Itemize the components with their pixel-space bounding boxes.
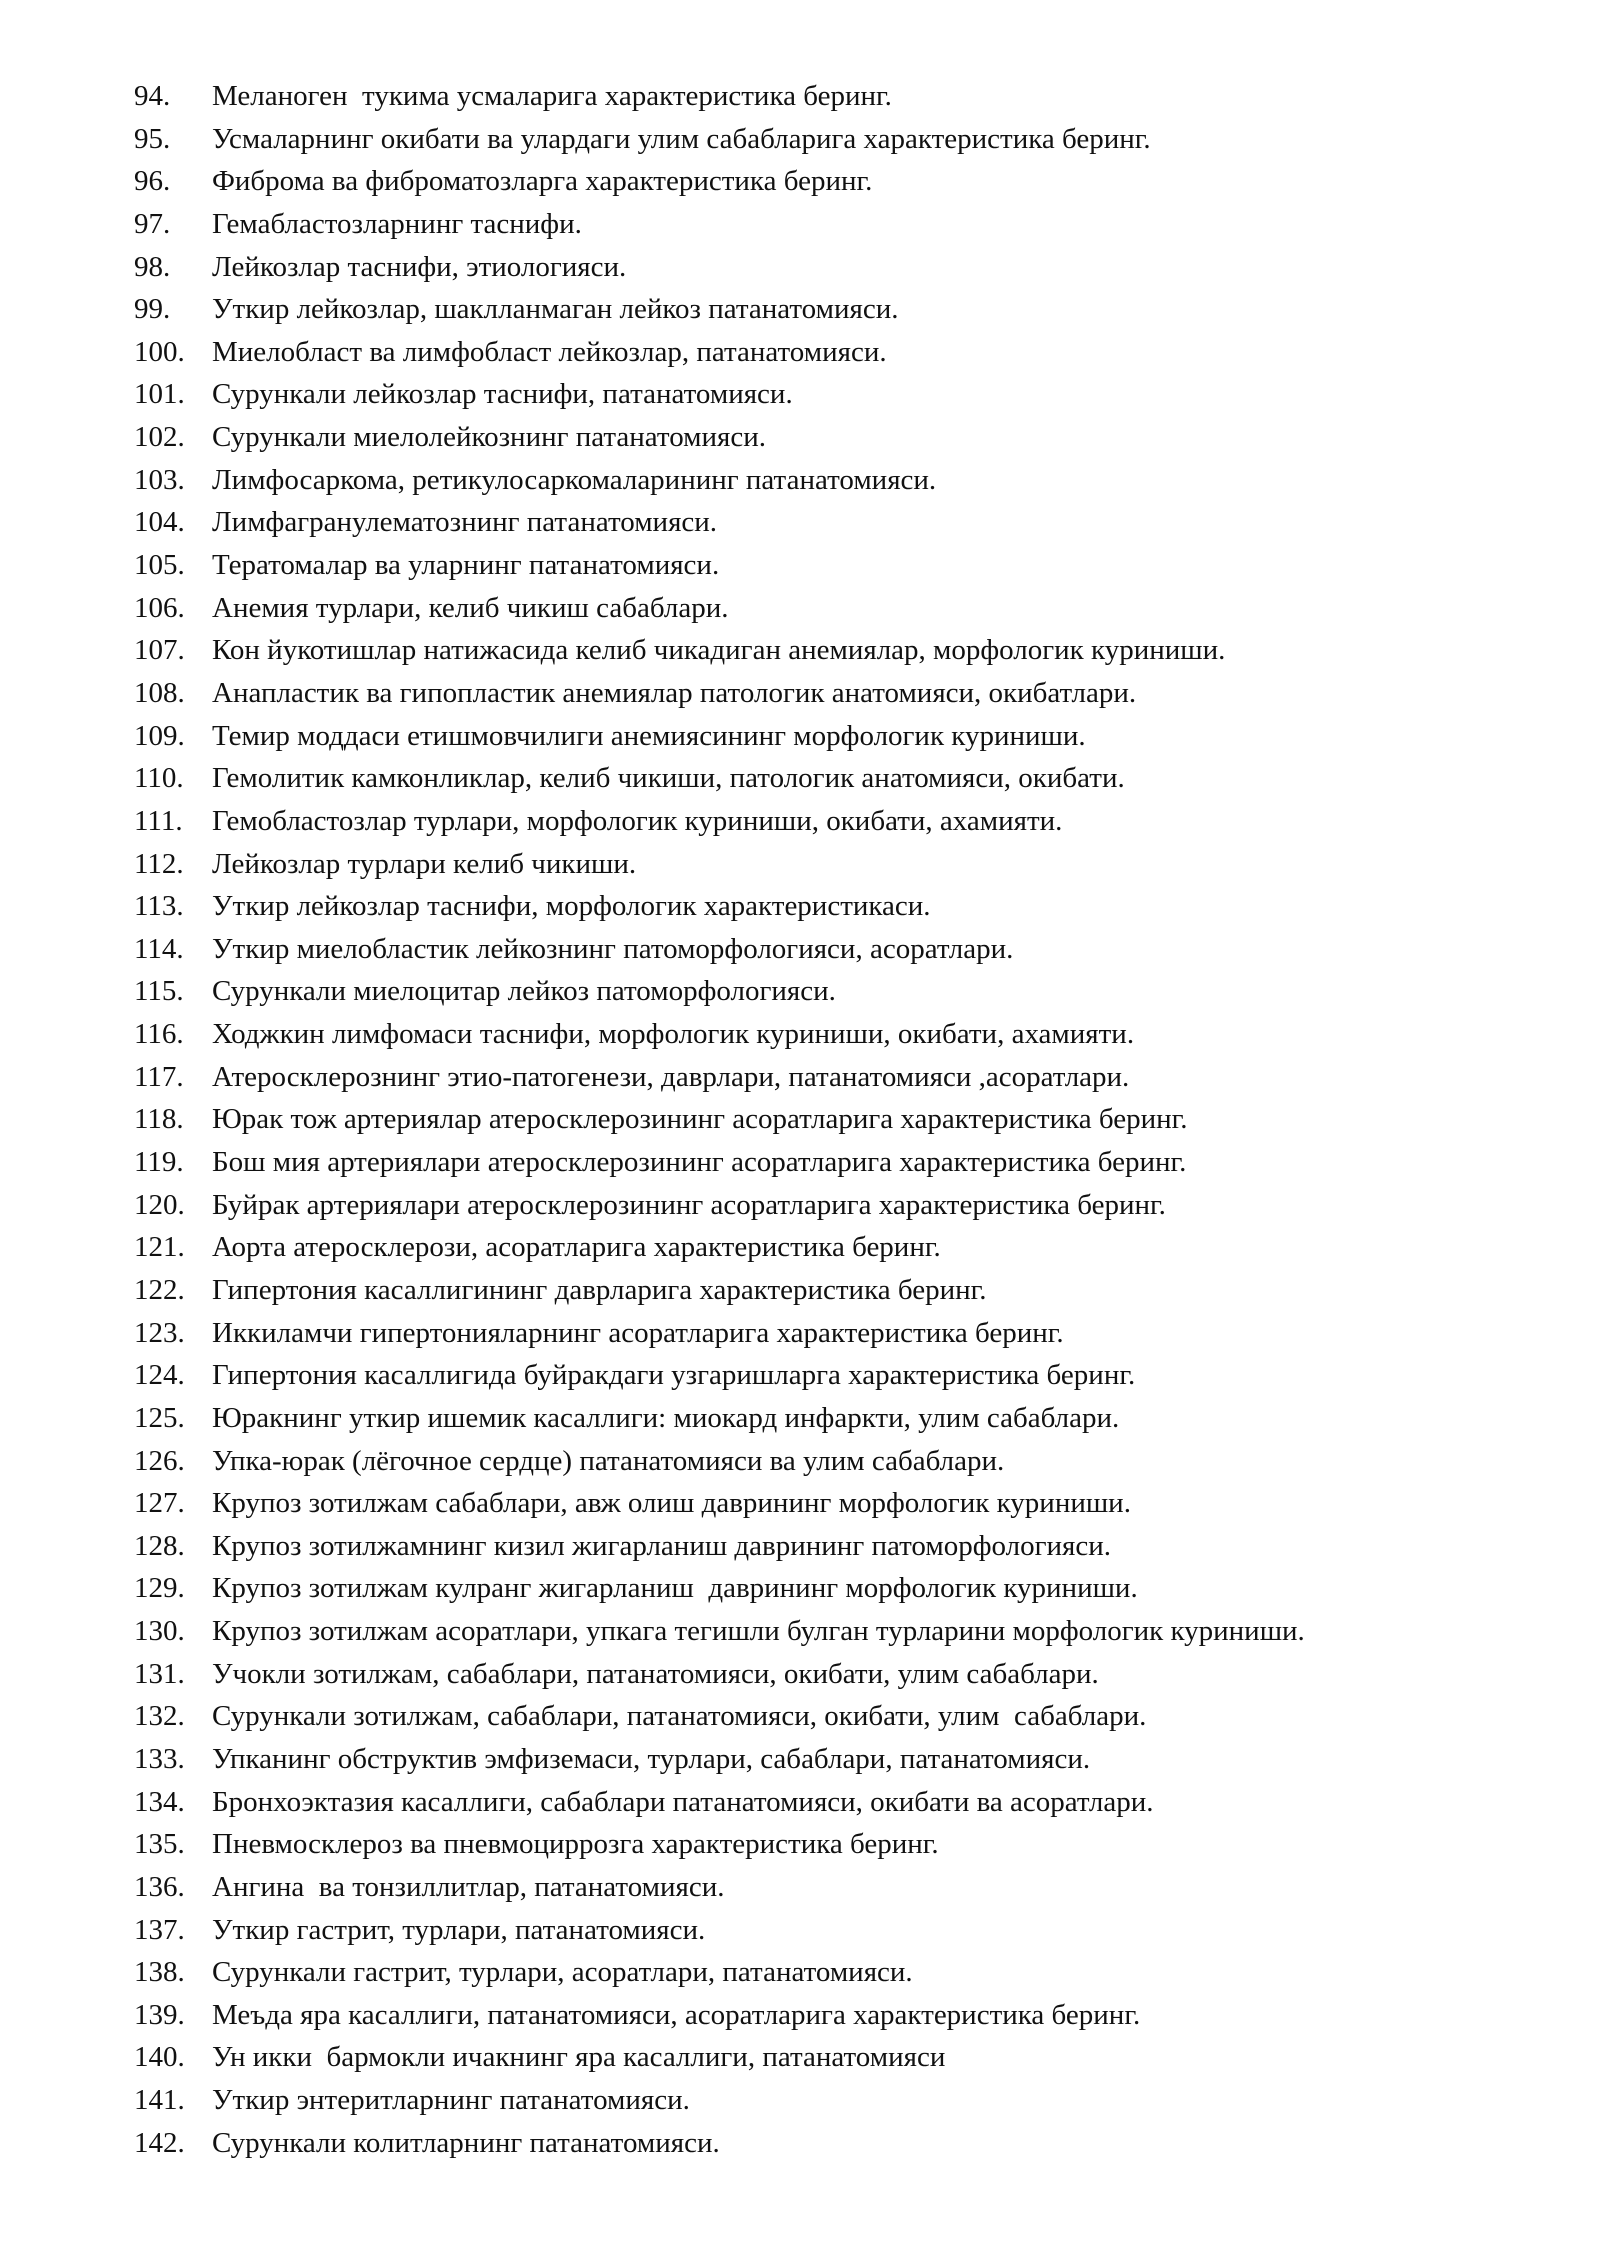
- question-item: [134, 1184, 1574, 1227]
- question-number: 119.: [134, 1146, 184, 1179]
- question-text: Сурункали зотилжам, сабаблари, патанатомияси, окибати, улим сабаблари.: [212, 1700, 1147, 1733]
- question-item: [134, 1397, 1574, 1440]
- question-number: 124.: [134, 1359, 185, 1392]
- question-item: [134, 1653, 1574, 1696]
- question-text: Бош мия артериялари атеросклерозининг асоратларига характеристика беринг.: [212, 1146, 1187, 1179]
- question-text: Меъда яра касаллиги, патанатомияси, асоратларига характеристика беринг.: [212, 1998, 1141, 2031]
- question-number: 115.: [134, 975, 184, 1008]
- question-text: Учокли зотилжам, сабаблари, патанатомияси, окибати, улим сабаблари.: [212, 1657, 1099, 1690]
- question-item: [134, 1482, 1574, 1525]
- question-number: 111.: [134, 804, 183, 837]
- question-text: Крупоз зотилжамнинг кизил жигарланиш даврининг патоморфологияси.: [212, 1529, 1111, 1562]
- question-number: 100.: [134, 335, 185, 368]
- question-text: Пневмосклероз ва пневмоциррозга характеристика беринг.: [212, 1828, 939, 1861]
- question-text: Лимфосаркома, ретикулосаркомаларининг патанатомияси.: [212, 463, 937, 496]
- question-number: 128.: [134, 1529, 185, 1562]
- question-text: Гипертония касаллигининг даврларига характеристика беринг.: [212, 1273, 987, 1306]
- question-number: 142.: [134, 2126, 185, 2159]
- question-item: [134, 75, 1574, 118]
- question-number: 114.: [134, 932, 184, 965]
- question-number: 138.: [134, 1956, 185, 1989]
- question-item: [134, 1695, 1574, 1738]
- question-text: Сурункали миелолейкознинг патанатомияси.: [212, 421, 767, 454]
- question-text: Упканинг обструктив эмфиземаси, турлари, сабаблари, патанатомияси.: [212, 1742, 1091, 1775]
- question-number: 106.: [134, 591, 185, 624]
- question-number: 136.: [134, 1870, 185, 1903]
- question-number: 102.: [134, 421, 185, 454]
- question-item: [134, 843, 1574, 886]
- question-item: [134, 288, 1574, 331]
- question-number: 132.: [134, 1700, 185, 1733]
- question-item: [134, 1994, 1574, 2037]
- question-number: 130.: [134, 1615, 185, 1648]
- question-text: Лимфагранулематознинг патанатомияси.: [212, 506, 718, 539]
- question-text: Крупоз зотилжам кулранг жигарланиш даврининг морфологик куриниши.: [212, 1572, 1138, 1605]
- question-number: 94.: [134, 80, 171, 112]
- question-number: 101.: [134, 378, 185, 411]
- question-text: Анемия турлари, келиб чикиш сабаблари.: [212, 591, 729, 624]
- question-item: [134, 928, 1574, 971]
- question-item: [134, 1738, 1574, 1781]
- question-item: [134, 672, 1574, 715]
- question-number: 99.: [134, 293, 171, 326]
- question-text: Тератомалар ва уларнинг патанатомияси.: [212, 549, 720, 582]
- question-text: Юрак тож артериялар атеросклерозининг асоратларига характеристика беринг.: [212, 1103, 1188, 1136]
- question-number: 137.: [134, 1913, 185, 1946]
- question-number: 133.: [134, 1742, 185, 1775]
- question-item: [134, 800, 1574, 843]
- question-text: Уткир энтеритларнинг патанатомияси.: [212, 2084, 690, 2117]
- question-text: Юракнинг уткир ишемик касаллиги: миокард инфаркти, улим сабаблари.: [212, 1401, 1120, 1434]
- question-number: 112.: [134, 847, 184, 880]
- question-text: Лейкозлар таснифи, этиологияси.: [212, 250, 627, 283]
- question-number: 125.: [134, 1401, 185, 1434]
- question-item: [134, 1226, 1574, 1269]
- question-item: [134, 416, 1574, 459]
- question-text: Гемабластозларнинг таснифи.: [212, 207, 582, 240]
- question-text: Иккиламчи гипертонияларнинг асоратларига характеристика беринг.: [212, 1316, 1064, 1349]
- question-text: Буйрак артериялари атеросклерозининг асоратларига характеристика беринг.: [212, 1188, 1166, 1221]
- question-text: Ходжкин лимфомаси таснифи, морфологик куриниши, окибати, ахамияти.: [212, 1018, 1135, 1051]
- question-item: [134, 1098, 1574, 1141]
- question-text: Упка-юрак (лёгочное сердце) патанатомияси ва улим сабаблари.: [212, 1444, 1005, 1477]
- question-text: Уткир лейкозлар, шаклланмаган лейкоз патанатомияси.: [212, 293, 899, 326]
- question-number: 107.: [134, 634, 185, 667]
- question-text: Сурункали гастрит, турлари, асоратлари, патанатомияси.: [212, 1956, 913, 1989]
- question-item: [134, 1909, 1574, 1952]
- question-number: 113.: [134, 890, 184, 923]
- question-text: Бронхоэктазия касаллиги, сабаблари патанатомияси, окибати ва асоратлари.: [212, 1785, 1154, 1818]
- question-item: [134, 501, 1574, 544]
- question-number: 131.: [134, 1657, 185, 1690]
- question-item: [134, 2079, 1574, 2122]
- question-number: 97.: [134, 207, 171, 240]
- question-number: 95.: [134, 122, 171, 155]
- question-number: 108.: [134, 676, 185, 709]
- question-text: Гемолитик камконликлар, келиб чикиши, патологик анатомияси, окибати.: [212, 762, 1125, 795]
- question-item: [134, 1567, 1574, 1610]
- question-item: [134, 544, 1574, 587]
- question-number: 123.: [134, 1316, 185, 1349]
- question-item: [134, 757, 1574, 800]
- question-text: Уткир гастрит, турлари, патанатомияси.: [212, 1913, 706, 1946]
- question-number: 141.: [134, 2084, 185, 2117]
- question-text: Миелобласт ва лимфобласт лейкозлар, патанатомияси.: [212, 335, 887, 368]
- question-item: [134, 118, 1574, 161]
- question-item: [134, 1440, 1574, 1483]
- question-number: 121.: [134, 1231, 185, 1264]
- question-item: [134, 587, 1574, 630]
- question-item: [134, 1610, 1574, 1653]
- question-text: Темир моддаси етишмовчилиги анемиясининг морфологик куриниши.: [212, 719, 1086, 752]
- question-text: Уткир лейкозлар таснифи, морфологик характеристикаси.: [212, 890, 931, 923]
- question-number: 139.: [134, 1998, 185, 2031]
- question-item: [134, 1525, 1574, 1568]
- question-item: [134, 331, 1574, 374]
- question-number: 117.: [134, 1060, 184, 1093]
- question-text: Сурункали миелоцитар лейкоз патоморфологияси.: [212, 975, 836, 1008]
- question-item: [134, 459, 1574, 502]
- question-item: [134, 373, 1574, 416]
- question-text: Гипертония касаллигида буйракдаги узгаришларга характеристика беринг.: [212, 1359, 1136, 1392]
- question-item: [134, 1141, 1574, 1184]
- question-text: Лейкозлар турлари келиб чикиши.: [212, 847, 637, 880]
- question-text: Крупоз зотилжам асоратлари, упкага тегишли булган турларини морфологик куриниши.: [212, 1615, 1305, 1648]
- question-item: [134, 1013, 1574, 1056]
- question-item: [134, 203, 1574, 246]
- question-text: Аорта атеросклерози, асоратларига характеристика беринг.: [212, 1231, 941, 1264]
- question-number: 127.: [134, 1487, 185, 1520]
- question-text: Ангина ва тонзиллитлар, патанатомияси.: [212, 1870, 725, 1903]
- question-number: 134.: [134, 1785, 185, 1818]
- question-text: Фиброма ва фиброматозларга характеристика беринг.: [212, 165, 873, 198]
- question-number: 103.: [134, 463, 185, 496]
- question-item: [134, 2036, 1574, 2079]
- question-text: Сурункали лейкозлар таснифи, патанатомияси.: [212, 378, 793, 411]
- question-number: 96.: [134, 165, 171, 198]
- question-number: 118.: [134, 1103, 184, 1136]
- question-item: [134, 1781, 1574, 1824]
- question-text: Крупоз зотилжам сабаблари, авж олиш даврининг морфологик куриниши.: [212, 1487, 1131, 1520]
- question-number: 109.: [134, 719, 185, 752]
- question-item: [134, 629, 1574, 672]
- question-text: Гемобластозлар турлари, морфологик куриниши, окибати, ахамияти.: [212, 804, 1063, 837]
- question-number: 129.: [134, 1572, 185, 1605]
- question-item: [134, 2122, 1574, 2165]
- question-number: 120.: [134, 1188, 185, 1221]
- question-number: 110.: [134, 762, 184, 795]
- question-text: Анапластик ва гипопластик анемиялар патологик анатомияси, окибатлари.: [212, 676, 1137, 709]
- question-item: [134, 885, 1574, 928]
- question-item: [134, 970, 1574, 1013]
- question-number: 135.: [134, 1828, 185, 1861]
- question-number: 126.: [134, 1444, 185, 1477]
- question-item: [134, 246, 1574, 289]
- question-item: [134, 1951, 1574, 1994]
- question-text: Сурункали колитларнинг патанатомияси.: [212, 2126, 720, 2159]
- question-list: [134, 75, 1574, 2164]
- question-text: Уткир миелобластик лейкознинг патоморфологияси, асоратлари.: [212, 932, 1014, 965]
- question-number: 116.: [134, 1018, 184, 1051]
- question-item: [134, 1866, 1574, 1909]
- question-number: 122.: [134, 1273, 185, 1306]
- question-item: [134, 715, 1574, 758]
- question-text: Атеросклерознинг этио-патогенези, даврлари, патанатомияси ,асоратлари.: [212, 1060, 1130, 1093]
- question-number: 105.: [134, 549, 185, 582]
- question-item: [134, 1354, 1574, 1397]
- question-item: [134, 1269, 1574, 1312]
- question-number: 104.: [134, 506, 185, 539]
- question-number: 140.: [134, 2041, 185, 2074]
- question-item: [134, 1056, 1574, 1099]
- question-item: [134, 1823, 1574, 1866]
- question-text: Кон йукотишлар натижасида келиб чикадиган анемиялар, морфологик куриниши.: [212, 634, 1226, 667]
- question-text: Ун икки бармокли ичакнинг яра касаллиги, патанатомияси: [212, 2041, 946, 2074]
- question-text: Меланоген тукима усмаларига характеристика беринг.: [212, 80, 892, 112]
- question-item: [134, 1312, 1574, 1355]
- question-item: [134, 160, 1574, 203]
- question-text: Усмаларнинг окибати ва улардаги улим сабабларига характеристика беринг.: [212, 122, 1151, 155]
- question-number: 98.: [134, 250, 171, 283]
